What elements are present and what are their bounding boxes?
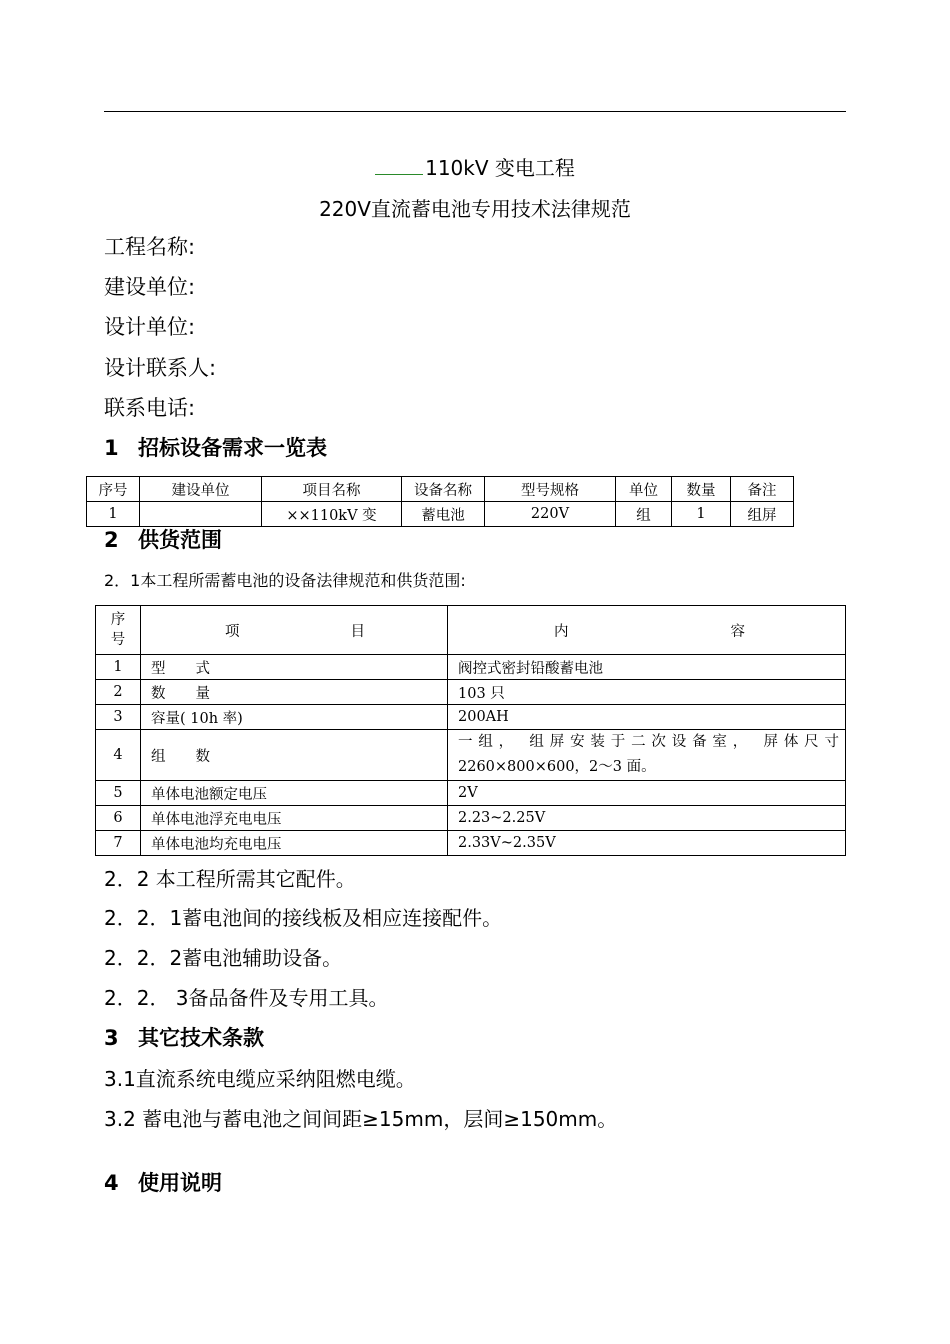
table-cell-content: 2.23~2.25V — [448, 806, 846, 831]
doc-title-line2: 220V直流蓄电池专用技术法律规范 — [319, 197, 631, 221]
field-construction-unit: 建设单位: — [104, 275, 196, 299]
table-cell-content: 一组， 组屏安装于二次设备室， 屏体尺寸 2260×800×600，2～3 面。 — [448, 730, 846, 781]
section-1-heading: 1 招标设备需求一览表 — [104, 436, 327, 460]
table-header-cell-no: 序 号 — [96, 606, 141, 655]
field-project-name: 工程名称: — [104, 235, 196, 259]
table-header-cell: 项目名称 — [262, 477, 402, 502]
para-3-1: 3.1直流系统电缆应采纳阻燃电缆。 — [104, 1067, 416, 1091]
table-header-row — [87, 477, 794, 502]
para-2-2-1: 2．2．1蓄电池间的接线板及相应连接配件。 — [104, 906, 503, 930]
section-3-heading: 3 其它技术条款 — [104, 1026, 264, 1050]
para-2-2: 2．2 本工程所需其它配件。 — [104, 867, 356, 891]
table-cell-no: 3 — [96, 705, 141, 730]
blank-underline — [375, 160, 423, 175]
table-cell-item: 组 数 — [141, 730, 448, 781]
table-cell: 1 — [87, 502, 140, 527]
header-rule — [104, 111, 846, 112]
table-cell: 1 — [672, 502, 731, 527]
equipment-demand-table — [86, 476, 794, 527]
field-design-unit: 设计单位: — [104, 315, 196, 339]
table-row — [96, 781, 846, 806]
table-cell-content: 2.33V~2.35V — [448, 831, 846, 856]
table-header-cell: 型号规格 — [485, 477, 616, 502]
table-row — [96, 730, 846, 781]
table-header-cell-content: 内 容 — [448, 606, 846, 655]
table-cell — [140, 502, 262, 527]
table-row — [96, 705, 846, 730]
table-cell-item: 单体电池浮充电电压 — [141, 806, 448, 831]
field-contact-phone: 联系电话: — [104, 396, 196, 420]
supply-scope-table — [95, 605, 846, 856]
table-header-cell-item: 项 目 — [141, 606, 448, 655]
table-cell: 蓄电池 — [402, 502, 485, 527]
section-4-heading: 4 使用说明 — [104, 1171, 222, 1195]
table-row — [87, 502, 794, 527]
para-2-1: 2．1本工程所需蓄电池的设备法律规范和供货范围: — [104, 571, 466, 590]
table-cell-item: 数 量 — [141, 680, 448, 705]
doc-title-line1: 110kV 变电工程 — [0, 156, 950, 180]
table-header-cell: 数量 — [672, 477, 731, 502]
table-header-cell: 单位 — [616, 477, 672, 502]
table-cell: ××110kV 变 — [262, 502, 402, 527]
table-header-cell: 备注 — [731, 477, 794, 502]
table-cell-item: 容量( 10h 率) — [141, 705, 448, 730]
table-cell-no: 5 — [96, 781, 141, 806]
table-cell-no: 2 — [96, 680, 141, 705]
table-cell: 组 — [616, 502, 672, 527]
section-2-heading: 2 供货范围 — [104, 528, 222, 552]
table-header-cell: 序号 — [87, 477, 140, 502]
table-cell: 组屏 — [731, 502, 794, 527]
table-cell-no: 1 — [96, 655, 141, 680]
para-2-2-2: 2．2．2蓄电池辅助设备。 — [104, 946, 343, 970]
table-row — [96, 680, 846, 705]
table-cell: 220V — [485, 502, 616, 527]
para-2-2-3: 2．2． 3备品备件及专用工具。 — [104, 986, 389, 1010]
table-row — [96, 806, 846, 831]
table-cell-content: 103 只 — [448, 680, 846, 705]
table-cell-content: 阀控式密封铅酸蓄电池 — [448, 655, 846, 680]
table-header-cell: 建设单位 — [140, 477, 262, 502]
table-header-cell: 设备名称 — [402, 477, 485, 502]
field-design-contact: 设计联系人: — [104, 356, 217, 380]
para-3-2: 3.2 蓄电池与蓄电池之间间距≥15mm，层间≥150mm。 — [104, 1107, 618, 1131]
table-cell-content: 200AH — [448, 705, 846, 730]
table-cell-no: 4 — [96, 730, 141, 781]
table-cell-item: 型 式 — [141, 655, 448, 680]
table-cell-item: 单体电池均充电电压 — [141, 831, 448, 856]
table-row — [96, 655, 846, 680]
table-row — [96, 831, 846, 856]
table-header-row — [96, 606, 846, 655]
table-cell-item: 单体电池额定电压 — [141, 781, 448, 806]
table-cell-content: 2V — [448, 781, 846, 806]
table-cell-no: 6 — [96, 806, 141, 831]
table-cell-no: 7 — [96, 831, 141, 856]
